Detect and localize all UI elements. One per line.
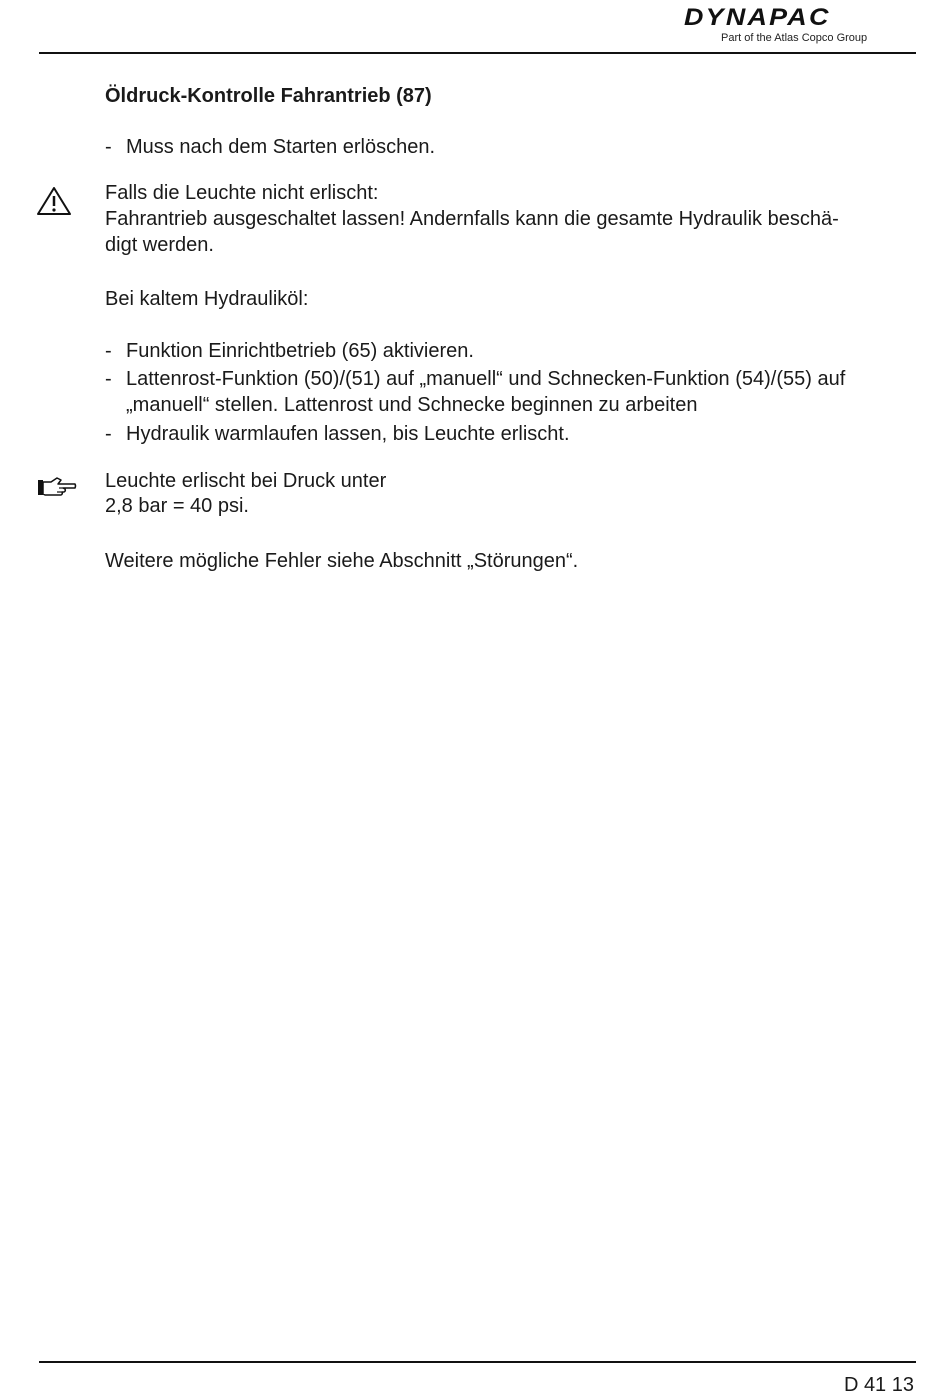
- list-item-continuation: „manuell“ stellen. Lattenrost und Schnecke beginnen zu arbeiten: [126, 394, 698, 416]
- pointing-hand-icon: [37, 476, 77, 498]
- note-line: Leuchte erlischt bei Druck unter: [105, 470, 387, 492]
- list-item: Lattenrost-Funktion (50)/(51) auf „manuell“ und Schnecken-Funktion (54)/(55) auf: [126, 368, 846, 390]
- list-dash: -: [105, 368, 112, 390]
- note-line: 2,8 bar = 40 psi.: [105, 495, 249, 517]
- page-code: D 41 13: [843, 1374, 914, 1396]
- cold-oil-heading: Bei kaltem Hydrauliköl:: [105, 288, 309, 310]
- warning-triangle-icon: [36, 186, 72, 216]
- list-dash: -: [105, 423, 112, 445]
- logo-wordmark: DYNAPAC: [684, 4, 831, 31]
- header-divider: [39, 52, 916, 54]
- list-item: Hydraulik warmlaufen lassen, bis Leuchte erlischt.: [126, 423, 570, 445]
- warning-line: digt werden.: [105, 234, 214, 256]
- section-heading: Öldruck-Kontrolle Fahrantrieb (87): [105, 85, 432, 107]
- brand-logo: [684, 6, 904, 46]
- warning-line: Fahrantrieb ausgeschaltet lassen! Andernfalls kann die gesamte Hydraulik beschä-: [105, 208, 839, 230]
- footer-divider: [39, 1361, 916, 1363]
- list-dash: -: [105, 136, 112, 158]
- warning-line: Falls die Leuchte nicht erlischt:: [105, 182, 379, 204]
- reference-text: Weitere mögliche Fehler siehe Abschnitt „Störungen“.: [105, 550, 579, 572]
- logo-subtitle: Part of the Atlas Copco Group: [721, 32, 868, 44]
- list-item: Funktion Einrichtbetrieb (65) aktivieren.: [126, 340, 474, 362]
- list-dash: -: [105, 340, 112, 362]
- list-item: Muss nach dem Starten erlöschen.: [126, 136, 436, 158]
